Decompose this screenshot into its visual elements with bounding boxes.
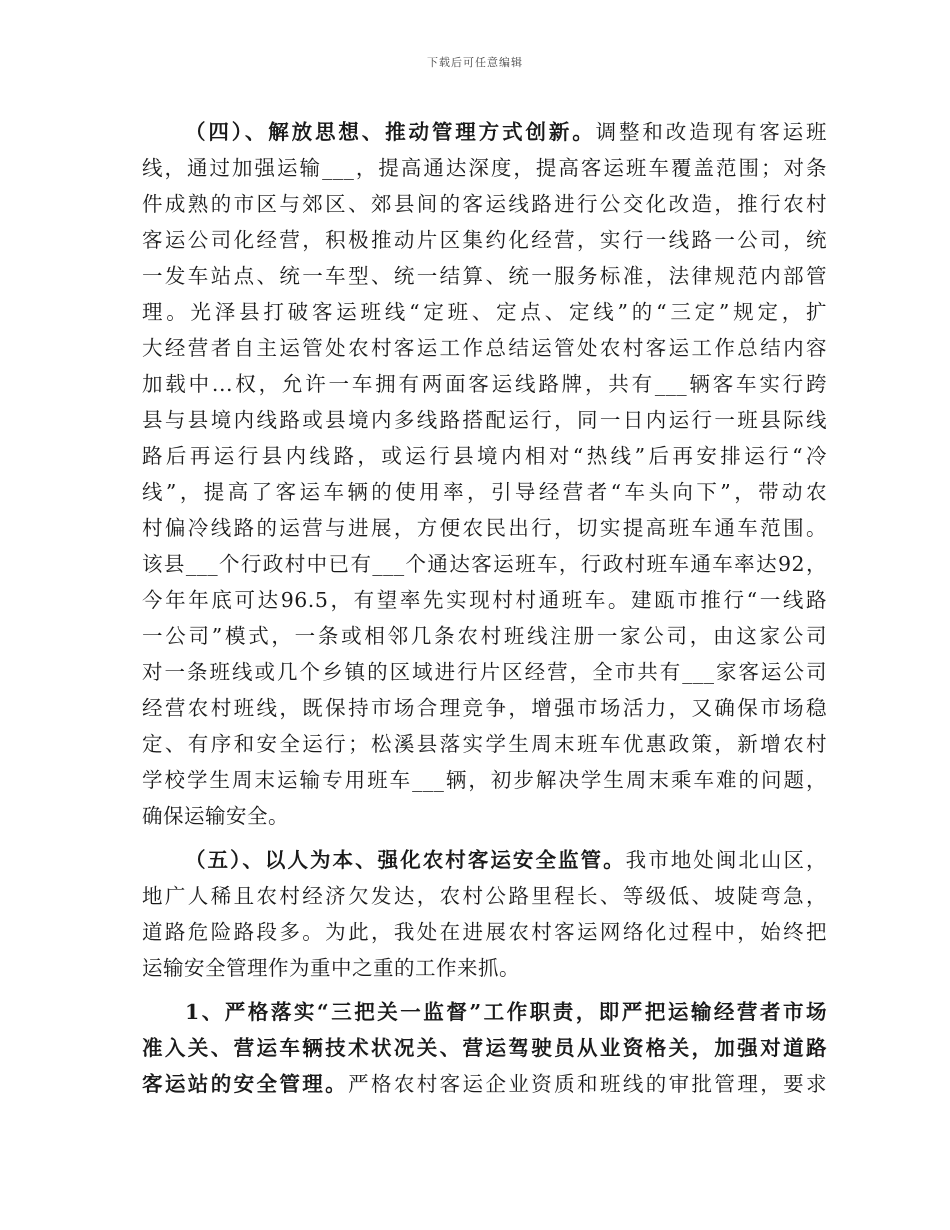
text-line [142,222,827,258]
document-body [142,114,827,1102]
text-run: 该县___个行政村中已有___个通达客运班车，行政村班车通车率达92， [142,552,827,576]
text-run: 今年年底可达96.5，有望率先实现村村通班车。建瓯市推行“一线路 [142,588,827,612]
text-line [142,1030,827,1066]
paragraph-p51 [142,994,827,1102]
text-run: 确保运输安全。 [142,804,289,828]
text-line [142,762,827,798]
text-run: 运输安全管理作为重中之重的工作来抓。 [142,956,520,980]
text-run: 大经营者自主运管处农村客运工作总结运管处农村客运工作总结内容 [142,336,827,360]
text-line [142,402,827,438]
text-line [142,330,827,366]
text-line [142,258,827,294]
text-line [142,582,827,618]
text-line [142,726,827,762]
text-line [142,474,827,510]
text-line [142,618,827,654]
paragraph-p5 [142,842,827,986]
text-line [142,690,827,726]
text-line [142,294,827,330]
text-run: 县与县境内线路或县境内多线路搭配运行，同一日内运行一班县际线 [142,408,827,432]
text-run: 线”，提高了客运车辆的使用率，引导经营者“车头向下”，带动农 [142,480,827,504]
text-run: 件成熟的市区与郊区、郊县间的客运线路进行公交化改造，推行农村 [142,192,827,216]
bold-text-run: 客运站的安全管理。 [142,1072,349,1096]
text-run: 定、有序和安全运行；松溪县落实学生周末班车优惠政策，新增农村 [142,732,827,756]
text-run: 调整和改造现有客运班 [595,120,828,144]
text-line [142,842,827,878]
text-run: 一发车站点、统一车型、统一结算、统一服务标准，法律规范内部管 [142,264,827,288]
text-run: 我市地处闽北山区， [625,848,828,872]
text-run: 地广人稀且农村经济欠发达，农村公路里程长、等级低、坡陡弯急， [142,884,827,908]
text-run: 道路危险路段多。为此，我处在进展农村客运网络化过程中，始终把 [142,920,827,944]
text-line [142,510,827,546]
text-run: 对一条班线或几个乡镇的区域进行片区经营，全市共有___家客运公司 [142,660,827,684]
text-run: 线，通过加强运输___，提高通达深度，提高客运班车覆盖范围；对条 [142,156,827,180]
text-line [142,1066,827,1102]
text-line [142,798,827,834]
text-line [142,878,827,914]
text-run: 学校学生周末运输专用班车___辆，初步解决学生周末乘车难的问题， [142,768,827,792]
bold-text-run: 准入关、营运车辆技术状况关、营运驾驶员从业资格关，加强对道路 [142,1036,827,1060]
text-run: 经营农村班线，既保持市场合理竞争，增强市场活力，又确保市场稳 [142,696,827,720]
text-line [142,186,827,222]
text-run: 一公司”模式，一条或相邻几条农村班线注册一家公司，由这家公司 [142,624,827,648]
text-line [142,994,827,1030]
paragraph-p4 [142,114,827,834]
page-header: 下载后可任意编辑 [427,56,523,69]
text-line [142,950,827,986]
text-line [142,914,827,950]
text-run: 理。光泽县打破客运班线“定班、定点、定线”的“三定”规定，扩 [142,300,827,324]
text-run: 路后再运行县内线路，或运行县境内相对“热线”后再安排运行“冷 [142,444,827,468]
text-run: 加载中...权，允许一车拥有两面客运线路牌，共有___辆客车实行跨 [142,372,827,396]
text-line [142,366,827,402]
text-line [142,150,827,186]
bold-text-run: 1、严格落实“三把关一监督”工作职责，即严把运输经营者市场 [185,1000,827,1024]
text-line [142,114,827,150]
paragraph-spacer [142,834,827,842]
text-line [142,438,827,474]
text-run: 客运公司化经营，积极推动片区集约化经营，实行一线路一公司，统 [142,228,827,252]
bold-text-run: （五）、以人为本、强化农村客运安全监管。 [185,848,626,872]
text-line [142,546,827,582]
bold-text-run: （四）、解放思想、推动管理方式创新。 [185,120,596,144]
text-run: 严格农村客运企业资质和班线的审批管理，要求 [348,1072,828,1096]
paragraph-spacer [142,986,827,994]
text-line [142,654,827,690]
text-run: 村偏冷线路的运营与进展，方便农民出行，切实提高班车通车范围。 [142,516,827,540]
